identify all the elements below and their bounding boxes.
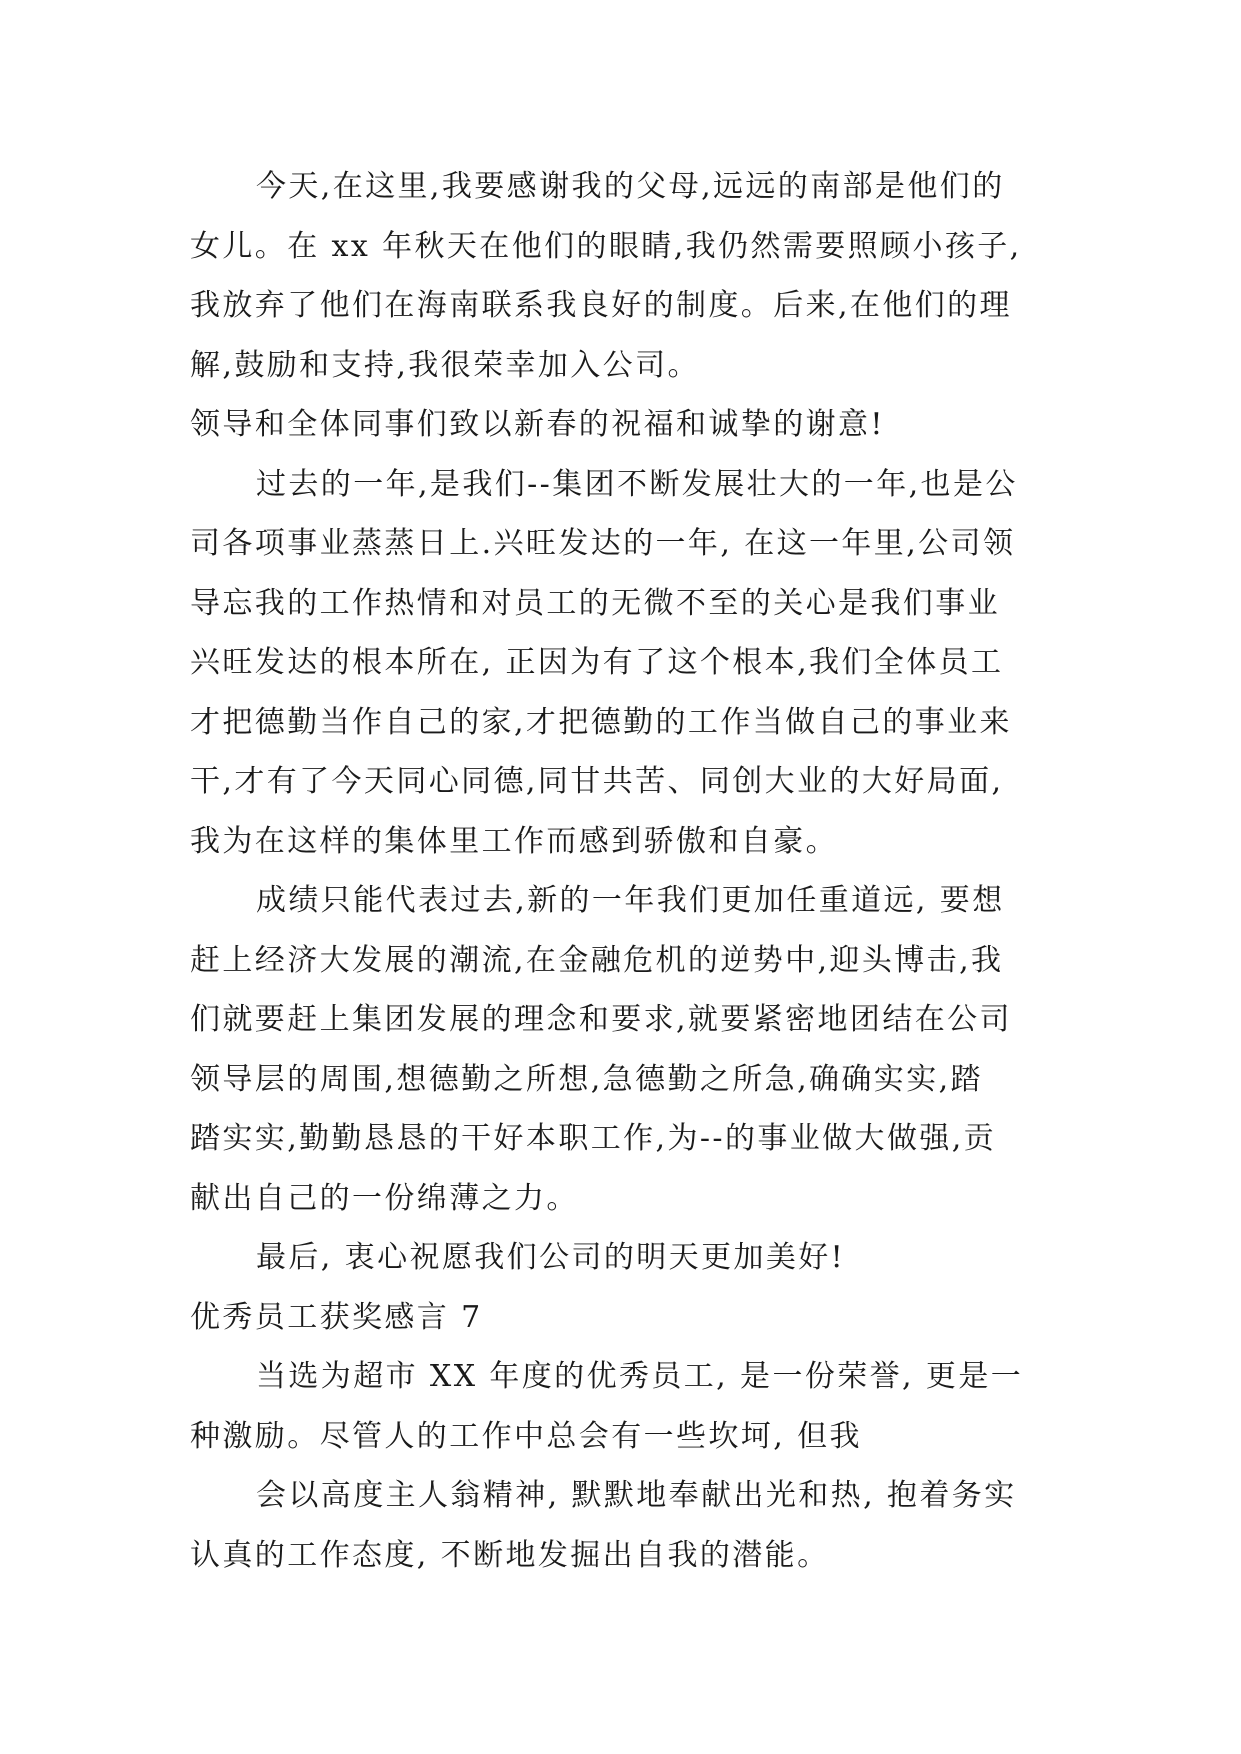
text-line-3: 我放弃了他们在海南联系我良好的制度。后来,在他们的理 xyxy=(190,288,1012,323)
text-line-15: 们就要赶上集团发展的理念和要求,就要紧密地团结在公司 xyxy=(190,1002,1012,1037)
section-heading: 优秀员工获奖感言 7 xyxy=(190,1299,483,1335)
text-line-21: 当选为超市 XX 年度的优秀员工, 是一份荣誉, 更是一 xyxy=(256,1359,1024,1394)
text-line-24: 认真的工作态度, 不断地发掘出自我的潜能。 xyxy=(190,1537,830,1573)
text-line-5: 领导和全体同事们致以新春的祝福和诚挚的谢意! xyxy=(190,407,885,442)
text-line-22: 种激励。尽管人的工作中总会有一些坎坷, 但我 xyxy=(190,1418,862,1454)
text-line-19: 最后, 衷心祝愿我们公司的明天更加美好! xyxy=(256,1240,846,1275)
text-line-14: 赶上经济大发展的潮流,在金融危机的逆势中,迎头博击,我 xyxy=(190,942,1004,978)
text-line-9: 兴旺发达的根本所在, 正因为有了这个根本,我们全体员工 xyxy=(190,645,1004,680)
text-line-10: 才把德勤当作自己的家,才把德勤的工作当做自己的事业来 xyxy=(190,704,1012,740)
document-body xyxy=(190,157,1050,1585)
text-line-23: 会以高度主人翁精神, 默默地奉献出光和热, 抱着务实 xyxy=(256,1478,1017,1513)
text-line-1: 今天,在这里,我要感谢我的父母,远远的南部是他们的 xyxy=(256,169,1005,204)
text-line-12: 我为在这样的集体里工作而感到骄傲和自豪。 xyxy=(190,823,838,859)
text-line-8: 导忘我的工作热情和对员工的无微不至的关心是我们事业 xyxy=(190,585,1000,621)
text-line-6: 过去的一年,是我们--集团不断发展壮大的一年,也是公 xyxy=(256,466,1018,502)
text-line-4: 解,鼓励和支持,我很荣幸加入公司。 xyxy=(190,347,700,383)
text-line-11: 干,才有了今天同心同德,同甘共苦、同创大业的大好局面, xyxy=(190,764,1004,799)
text-line-13: 成绩只能代表过去,新的一年我们更加任重道远, 要想 xyxy=(256,883,1005,918)
text-line-18: 献出自己的一份绵薄之力。 xyxy=(190,1180,579,1216)
text-line-7: 司各项事业蒸蒸日上.兴旺发达的一年, 在这一年里,公司领 xyxy=(190,526,1016,561)
text-line-2: 女儿。在 xx 年秋天在他们的眼睛,我仍然需要照顾小孩子, xyxy=(190,228,1022,264)
text-line-16: 领导层的周围,想德勤之所想,急德勤之所急,确确实实,踏 xyxy=(190,1061,983,1097)
text-line-17: 踏实实,勤勤恳恳的干好本职工作,为--的事业做大做强,贡 xyxy=(190,1121,997,1156)
